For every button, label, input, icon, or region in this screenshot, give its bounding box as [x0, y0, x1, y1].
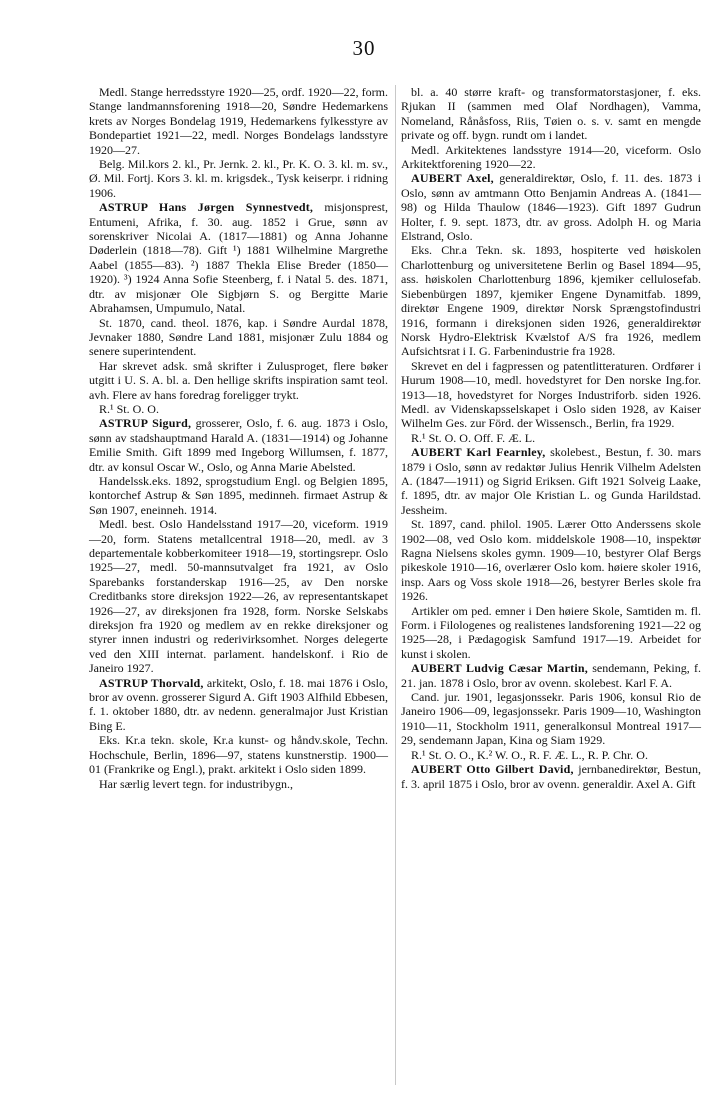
paragraph-text: St. 1897, cand. philol. 1905. Lærer Otto Anderssens skole 1902—08, ved Oslo kom. middelskole 1908—10, inspektør Ragna Nielsens skoles gymn. 1909—10, bestyrer Olaf Bergs pikeskole 1910—16, overlærer Oslo kom. høiere skoler 1916, insp. Aars og Voss skole 1918—26, bestyrer Berles skole fra 1926.: [401, 517, 701, 604]
entry-paragraph: [89, 416, 388, 474]
body-paragraph: [401, 143, 701, 172]
column-divider: [395, 85, 396, 1085]
paragraph-text: R.¹ St. O. O. Off. F. Æ. L.: [411, 430, 536, 445]
entry-paragraph: [401, 661, 701, 690]
paragraph-text: Belg. Mil.kors 2. kl., Pr. Jernk. 2. kl., Pr. K. O. 3. kl. m. sv., Ø. Mil. Fortj. Kors 3. kl. m. krigsdek., Tysk keiserpr. i ridning 1906.: [89, 157, 388, 200]
paragraph-text: generaldirektør, Oslo, f. 11. des. 1873 i Oslo, sønn av amtmann Otto Benjamin Andreas A. (1841—98) og Hilda Thaulow (1846—1923). Gift 1897 Gudrun Holter, f. 9. sept. 1873, dtr. av gross. Adolph H. og Maria Elstrand, Oslo.: [401, 171, 701, 244]
paragraph-text: Artikler om ped. emner i Den høiere Skole, Samtiden m. fl. Form. i Filologenes og realistenes landsforening 1921—22 og 1925—28, i Pædagogisk Samfund 1917—19. Arbeidet for kunst i skolen.: [401, 603, 701, 661]
paragraph-text: jernbanedirektør, Bestun, f. 3. april 1875 i Oslo, bror av ovenn. generaldir. Axel A. Gift: [401, 762, 701, 791]
entry-name: ASTRUP Thorvald,: [99, 675, 204, 690]
body-paragraph: [89, 474, 388, 517]
entry-name: AUBERT Otto Gilbert David,: [411, 762, 574, 777]
entry-paragraph: [89, 676, 388, 734]
body-paragraph: [89, 402, 388, 416]
body-paragraph: [401, 604, 701, 662]
paragraph-text: bl. a. 40 større kraft- og transformatorstasjoner, f. eks. Rjukan II (sammen med Olaf Nordhagen), Vamma, Nomeland, Rånåsfoss, Riis, Tøien o. s. v. samt en mengde private og off. bygn. rundt om i landet.: [401, 85, 701, 143]
body-paragraph: [401, 431, 701, 445]
paragraph-text: Cand. jur. 1901, legasjonssekr. Paris 1906, konsul Rio de Janeiro 1906—09, legasjonssekr. Paris 1909—10, Washington 1910—11, Stockholm 1911, generalkonsul Montreal 1917—29, sendemann Japan, Kina og Siam 1929.: [401, 690, 701, 748]
paragraph-text: Har skrevet adsk. små skrifter i Zulusproget, flere bøker utgitt i U. S. A. bl. a. Den hellige skrifts inspiration samt teol. avh. Flere av hans foredrag foreligger trykt.: [89, 358, 388, 402]
page-number: 30: [352, 36, 376, 60]
paragraph-text: arkitekt, Oslo, f. 18. mai 1876 i Oslo, bror av ovenn. grosserer Sigurd A. Gift 1903 Alfhild Ebbesen, f. 1. oktober 1880, dtr. av nedenn. generalmajor Just Kristian Bing E.: [89, 675, 388, 733]
paragraph-text: misjonsprest, Entumeni, Afrika, f. 30. aug. 1852 i Grue, sønn av sorenskriver Nicolai A. (1817—1881) og Anna Johanne Døderlein (1818—78). Gift ¹) 1881 Wilhelmine Margrethe Aabel (1855—83). ²) 1887 Thekla Elise Breder (1850—1920). ³) 1924 Anna Sofie Steenberg, f. i Natal 5. des. 1871, dtr. av misjonær Ole Sigbjørn S. og Bergitte Marie Abrahamsen, Umpumulo, Natal.: [89, 200, 388, 316]
entry-paragraph: [401, 762, 701, 791]
paragraph-text: Medl. best. Oslo Handelsstand 1917—20, viceform. 1919—20, form. Statens metallcentral 1918—20, medl. av 3 departementale kobberkomiteer 1918—19, stortingsrepr. Oslo 1925—27, medl. 50-mannsutvalget fra 1921, av Oslo Sparebanks forstanderskap 1916—25, av Den norske Creditbanks store direksjon 1922—26, av representantskapet 1926—27, av direksjonen fra 1928, form. Norske Selskabs direksjon fra 1920 og medlem av en rekke direksjoner og styrer innen industri og rederivirksomhet. Norges delegerte ved den XIII internat. parlament. handelskonf. i Rio de Janeiro 1927.: [89, 517, 388, 676]
right-column: [401, 85, 701, 791]
entry-name: AUBERT Axel,: [411, 171, 494, 186]
body-paragraph: [89, 359, 388, 402]
body-paragraph: [89, 777, 388, 791]
paragraph-text: R.¹ St. O. O.: [99, 401, 159, 416]
paragraph-text: Medl. Stange herredsstyre 1920—25, ordf. 1920—22, form. Stange landmannsforening 1918—20, Søndre Hedemarkens krets av Norges Bondelag 1919, Hedemarkens fylkesstyre av Bondepartiet 1921—22, medl. Norges Bondelags landsstyre 1920—27.: [89, 85, 388, 157]
body-paragraph: [89, 517, 388, 675]
entry-paragraph: [401, 445, 701, 517]
entry-paragraph: [89, 200, 388, 315]
paragraph-text: Eks. Kr.a tekn. skole, Kr.a kunst- og håndv.skole, Techn. Hochschule, Berlin, 1896—97, statens kunstnerstip. 1900—01 (Frankrike og Engl.), prakt. arkitekt i Oslo siden 1899.: [89, 733, 388, 777]
left-column: [89, 85, 388, 791]
body-paragraph: [401, 690, 701, 748]
paragraph-text: Skrevet en del i fagpressen og patentlitteraturen. Ordfører i Hurum 1908—10, medl. hovedstyret for Den norske Ing.for. 1913—18, hovedstyret for Norges Industriforb. siden 1926. Medl. av Videnskapsselskapet i Oslo siden 1928, av Kaiser Wilhelm Ges. zur Förd. der Wissensch., Berlin, fra 1929.: [401, 358, 701, 431]
paragraph-text: sendemann, Peking, f. 21. jan. 1878 i Oslo, bror av ovenn. skolebest. Karl F. A.: [401, 661, 701, 690]
body-paragraph: [401, 85, 701, 143]
entry-name: ASTRUP Hans Jørgen Synnestvedt,: [99, 200, 314, 215]
body-paragraph: [401, 748, 701, 762]
entry-name: AUBERT Karl Fearnley,: [411, 445, 546, 460]
paragraph-text: skolebest., Bestun, f. 30. mars 1879 i Oslo, sønn av redaktør Julius Henrik Vilhelm Adelsten A. (1847—1911) og Sigrid Eriksen. Gift 1921 Solveig Laake, f. 1895, dtr. av major Ole Kristian L. og Gunda Harildstad. Jessheim.: [401, 445, 701, 517]
paragraph-text: Handelssk.eks. 1892, sprogstudium Engl. og Belgien 1895, kontorchef Astrup & Søn 1895, medinneh. firmaet Astrup & Søn 1907, eneinneh. 1914.: [89, 473, 388, 517]
entry-paragraph: [401, 171, 701, 243]
body-paragraph: [401, 243, 701, 358]
body-paragraph: [89, 157, 388, 200]
paragraph-text: St. 1870, cand. theol. 1876, kap. i Søndre Aurdal 1878, Jevnaker 1880, Søndre Land 1881, misjonær Zulu 1884 og senere superintendent.: [89, 315, 388, 359]
body-paragraph: [401, 517, 701, 603]
body-paragraph: [89, 85, 388, 157]
entry-name: AUBERT Ludvig Cæsar Martin,: [411, 661, 588, 676]
body-paragraph: [89, 733, 388, 776]
paragraph-text: Har særlig levert tegn. for industribygn.,: [99, 776, 293, 791]
paragraph-text: Eks. Chr.a Tekn. sk. 1893, hospiterte ved høiskolen Charlottenburg og universitetene Berlin og Basel 1894—95, ass. høiskolen Charlottenburg 1896, kjemiker cellulosefab. Siebenbürgen 1897, kjemiker Engene Dynamitfab. 1899, direktør Engene 1909, direktør Norsk Sprængstofindustri 1916, formann i direksjonen siden 1926, generaldirektør Norsk Hydro-Elektrisk Kvælstof A/S fra 1926, medlem Aufsichtsrat i I. G. Farbenindustrie fra 1928.: [401, 243, 701, 359]
body-paragraph: [89, 316, 388, 359]
paragraph-text: grosserer, Oslo, f. 6. aug. 1873 i Oslo, sønn av stadshauptmand Harald A. (1831—1914) og Johanne Emilie Smith. Gift 1899 med Ingeborg Willumsen, f. 1877, dtr. av konsul Oscar W., Oslo, og Anna Marie Abelsted.: [89, 416, 388, 474]
body-paragraph: [401, 359, 701, 431]
paragraph-text: R.¹ St. O. O., K.² W. O., R. F. Æ. L., R. P. Chr. O.: [411, 747, 648, 762]
entry-name: ASTRUP Sigurd,: [99, 416, 192, 431]
paragraph-text: Medl. Arkitektenes landsstyre 1914—20, viceform. Oslo Arkitektforening 1920—22.: [401, 142, 701, 172]
